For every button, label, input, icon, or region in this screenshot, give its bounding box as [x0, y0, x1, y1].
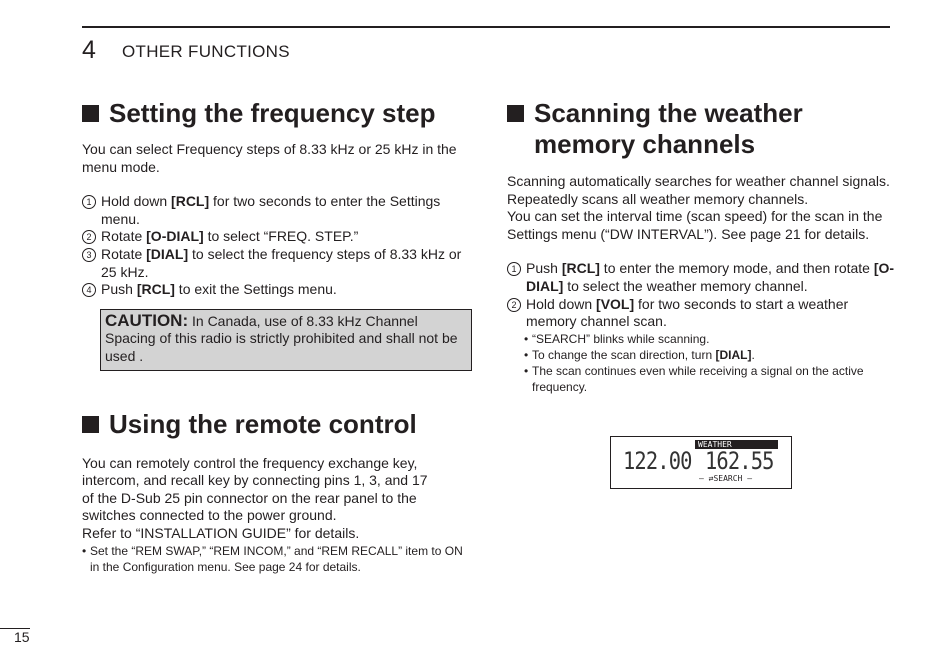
weather-badge: WEATHER	[695, 440, 778, 449]
step-item: 1 Push [RCL] to enter the memory mode, and then rotate [O-DIAL] to select the weather memory channel.	[507, 260, 897, 295]
lcd-display	[610, 436, 792, 489]
weather-heading	[507, 98, 897, 160]
top-rule	[82, 26, 890, 28]
step-number: 3	[82, 248, 96, 262]
right-column	[507, 98, 897, 395]
note-item: • The scan continues even while receiving a signal on the active frequency.	[524, 363, 864, 394]
left-column	[82, 98, 474, 575]
weather-notes	[524, 331, 897, 395]
weather-body: Scanning automatically searches for weather channel signals. Repeatedly scans all weather memory channels. You can set the interval time (scan speed) for the scan in the Settings menu (“DW INTERVAL”). See page 21 for details.	[507, 173, 890, 242]
step-number: 4	[82, 283, 96, 297]
caution-box	[100, 309, 472, 371]
freq-step-heading	[82, 98, 474, 129]
caution-label: CAUTION:	[105, 310, 189, 330]
note-item: • To change the scan direction, turn [DIAL].	[524, 347, 755, 362]
step-number: 2	[82, 230, 96, 244]
square-bullet-icon	[82, 416, 99, 433]
square-bullet-icon	[507, 105, 524, 122]
step-number: 2	[507, 298, 521, 312]
freq-step-intro: You can select Frequency steps of 8.33 kHz or 25 kHz in the menu mode.	[82, 141, 457, 175]
step-item: 2 Hold down [VOL] for two seconds to start a weather memory channel scan.	[507, 296, 897, 331]
freq-step-steps	[82, 193, 474, 299]
chapter-title: OTHER FUNCTIONS	[122, 42, 290, 61]
chapter-number: 4	[82, 36, 96, 64]
scan-icon: ⇄	[708, 474, 714, 483]
step-item: 1 Hold down [RCL] for two seconds to enter the Settings menu.	[82, 193, 474, 228]
left-frequency: 122.00	[623, 447, 692, 475]
step-item: 3 Rotate [DIAL] to select the frequency steps of 8.33 kHz or 25 kHz.	[82, 246, 474, 281]
remote-heading	[82, 409, 474, 440]
caution-text: In Canada, use of 8.33 kHz Channel Spacing of this radio is strictly prohibited and shall not be used .	[105, 312, 458, 364]
remote-notes	[82, 543, 474, 575]
step-number: 1	[82, 195, 96, 209]
step-item: 2 Rotate [O-DIAL] to select “FREQ. STEP.”	[82, 228, 474, 246]
remote-body: You can remotely control the frequency exchange key, intercom, and recall key by connecting pins 1, 3, and 17 of the D-Sub 25 pin connector on the rear panel to the switches connected to the power ground. Refer to “INSTALLATION GUIDE” for details.	[82, 454, 428, 541]
page-number: 15	[14, 629, 30, 645]
note-item: • Set the “REM SWAP,” “REM INCOM,” and “REM RECALL” item to ON in the Configuration menu. See page 24 for details.	[82, 543, 463, 574]
square-bullet-icon	[82, 105, 99, 122]
remote-title: Using the remote control	[109, 408, 417, 439]
step-item: 4 Push [RCL] to exit the Settings menu.	[82, 281, 474, 299]
weather-steps	[507, 260, 897, 330]
weather-title: Scanning the weather memory channels	[534, 98, 803, 159]
freq-step-title: Setting the frequency step	[109, 98, 436, 128]
search-indicator: — ⇄SEARCH —	[699, 474, 753, 483]
right-frequency: 162.55	[705, 447, 774, 475]
note-item: • “SEARCH” blinks while scanning.	[524, 331, 710, 346]
step-number: 1	[507, 262, 521, 276]
